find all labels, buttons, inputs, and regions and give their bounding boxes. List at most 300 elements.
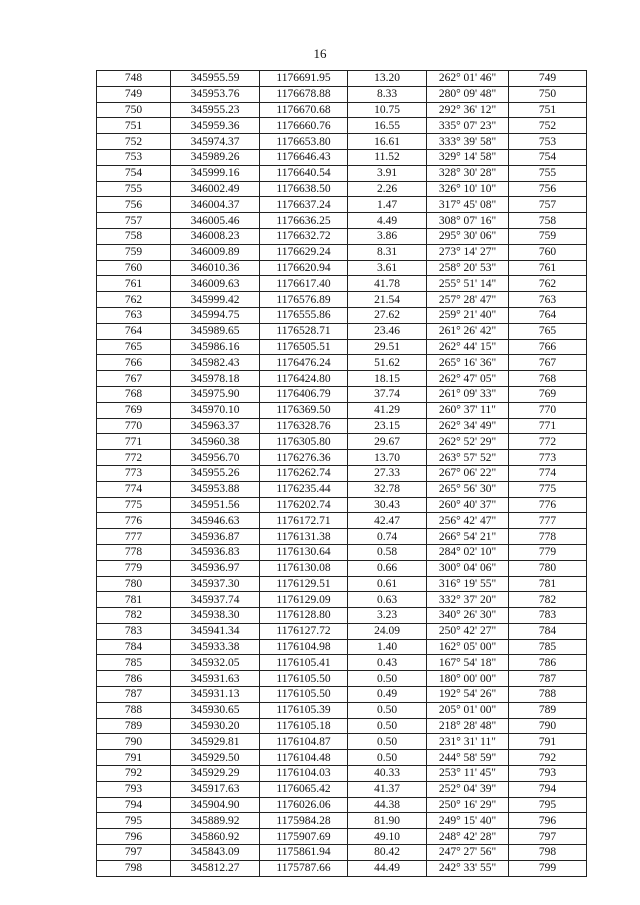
table-row <box>97 292 587 308</box>
table-row <box>97 134 587 150</box>
y-coordinate-cell: 1176576.89 <box>260 292 348 308</box>
next-point-cell: 755 <box>509 165 587 181</box>
y-coordinate-cell: 1176528.71 <box>260 323 348 339</box>
table-row <box>97 149 587 165</box>
table-row <box>97 181 587 197</box>
y-coordinate-cell: 1176131.38 <box>260 529 348 545</box>
x-coordinate-cell: 345936.83 <box>171 544 260 560</box>
bearing-cell: 180° 00' 00" <box>427 671 509 687</box>
next-point-cell: 798 <box>509 845 587 861</box>
next-point-cell: 759 <box>509 228 587 244</box>
bearing-cell: 250° 42' 27" <box>427 623 509 639</box>
distance-cell: 1.47 <box>348 197 427 213</box>
x-coordinate-cell: 345929.50 <box>171 750 260 766</box>
y-coordinate-cell: 1176065.42 <box>260 781 348 797</box>
x-coordinate-cell: 345989.26 <box>171 149 260 165</box>
next-point-cell: 785 <box>509 639 587 655</box>
bearing-cell: 332° 37' 20" <box>427 592 509 608</box>
next-point-cell: 787 <box>509 671 587 687</box>
distance-cell: 0.66 <box>348 560 427 576</box>
table-row <box>97 560 587 576</box>
next-point-cell: 753 <box>509 134 587 150</box>
distance-cell: 3.91 <box>348 165 427 181</box>
next-point-cell: 750 <box>509 86 587 102</box>
point-cell: 794 <box>97 797 171 813</box>
distance-cell: 41.29 <box>348 402 427 418</box>
distance-cell: 27.62 <box>348 307 427 323</box>
y-coordinate-cell: 1176026.06 <box>260 797 348 813</box>
x-coordinate-cell: 345963.37 <box>171 418 260 434</box>
coordinates-table-body <box>97 71 587 877</box>
next-point-cell: 766 <box>509 339 587 355</box>
bearing-cell: 333° 39' 58" <box>427 134 509 150</box>
table-row <box>97 339 587 355</box>
bearing-cell: 262° 34' 49" <box>427 418 509 434</box>
y-coordinate-cell: 1176640.54 <box>260 165 348 181</box>
distance-cell: 44.49 <box>348 860 427 876</box>
distance-cell: 0.50 <box>348 734 427 750</box>
x-coordinate-cell: 345982.43 <box>171 355 260 371</box>
distance-cell: 0.43 <box>348 655 427 671</box>
bearing-cell: 162° 05' 00" <box>427 639 509 655</box>
x-coordinate-cell: 346008.23 <box>171 228 260 244</box>
point-cell: 762 <box>97 292 171 308</box>
point-cell: 753 <box>97 149 171 165</box>
table-row <box>97 513 587 529</box>
next-point-cell: 793 <box>509 766 587 782</box>
distance-cell: 8.33 <box>348 86 427 102</box>
point-cell: 760 <box>97 260 171 276</box>
y-coordinate-cell: 1176105.18 <box>260 718 348 734</box>
table-row <box>97 323 587 339</box>
y-coordinate-cell: 1176629.24 <box>260 244 348 260</box>
bearing-cell: 192° 54' 26" <box>427 687 509 703</box>
x-coordinate-cell: 345953.88 <box>171 481 260 497</box>
distance-cell: 11.52 <box>348 149 427 165</box>
next-point-cell: 772 <box>509 434 587 450</box>
table-row <box>97 497 587 513</box>
y-coordinate-cell: 1176670.68 <box>260 102 348 118</box>
bearing-cell: 284° 02' 10" <box>427 544 509 560</box>
y-coordinate-cell: 1176406.79 <box>260 386 348 402</box>
x-coordinate-cell: 345931.13 <box>171 687 260 703</box>
x-coordinate-cell: 345936.87 <box>171 529 260 545</box>
bearing-cell: 292° 36' 12" <box>427 102 509 118</box>
distance-cell: 24.09 <box>348 623 427 639</box>
distance-cell: 16.55 <box>348 118 427 134</box>
table-row <box>97 465 587 481</box>
next-point-cell: 779 <box>509 544 587 560</box>
distance-cell: 81.90 <box>348 813 427 829</box>
y-coordinate-cell: 1176620.94 <box>260 260 348 276</box>
x-coordinate-cell: 345917.63 <box>171 781 260 797</box>
y-coordinate-cell: 1176632.72 <box>260 228 348 244</box>
x-coordinate-cell: 345936.97 <box>171 560 260 576</box>
next-point-cell: 770 <box>509 402 587 418</box>
table-row <box>97 386 587 402</box>
point-cell: 766 <box>97 355 171 371</box>
y-coordinate-cell: 1175861.94 <box>260 845 348 861</box>
next-point-cell: 761 <box>509 260 587 276</box>
bearing-cell: 257° 28' 47" <box>427 292 509 308</box>
x-coordinate-cell: 345959.36 <box>171 118 260 134</box>
point-cell: 789 <box>97 718 171 734</box>
table-row <box>97 766 587 782</box>
next-point-cell: 764 <box>509 307 587 323</box>
point-cell: 759 <box>97 244 171 260</box>
distance-cell: 23.46 <box>348 323 427 339</box>
next-point-cell: 778 <box>509 529 587 545</box>
table-row <box>97 71 587 87</box>
distance-cell: 23.15 <box>348 418 427 434</box>
table-row <box>97 418 587 434</box>
bearing-cell: 326° 10' 10" <box>427 181 509 197</box>
bearing-cell: 273° 14' 27" <box>427 244 509 260</box>
point-cell: 774 <box>97 481 171 497</box>
y-coordinate-cell: 1175787.66 <box>260 860 348 876</box>
y-coordinate-cell: 1176617.40 <box>260 276 348 292</box>
bearing-cell: 244° 58' 59" <box>427 750 509 766</box>
y-coordinate-cell: 1175984.28 <box>260 813 348 829</box>
y-coordinate-cell: 1176653.80 <box>260 134 348 150</box>
bearing-cell: 167° 54' 18" <box>427 655 509 671</box>
y-coordinate-cell: 1176636.25 <box>260 213 348 229</box>
distance-cell: 0.58 <box>348 544 427 560</box>
point-cell: 788 <box>97 702 171 718</box>
distance-cell: 0.74 <box>348 529 427 545</box>
bearing-cell: 247° 27' 56" <box>427 845 509 861</box>
table-row <box>97 702 587 718</box>
x-coordinate-cell: 345929.29 <box>171 766 260 782</box>
point-cell: 773 <box>97 465 171 481</box>
distance-cell: 27.33 <box>348 465 427 481</box>
next-point-cell: 797 <box>509 829 587 845</box>
y-coordinate-cell: 1176235.44 <box>260 481 348 497</box>
point-cell: 783 <box>97 623 171 639</box>
y-coordinate-cell: 1176129.51 <box>260 576 348 592</box>
x-coordinate-cell: 345843.09 <box>171 845 260 861</box>
point-cell: 769 <box>97 402 171 418</box>
point-cell: 761 <box>97 276 171 292</box>
bearing-cell: 262° 47' 05" <box>427 371 509 387</box>
next-point-cell: 767 <box>509 355 587 371</box>
y-coordinate-cell: 1176424.80 <box>260 371 348 387</box>
x-coordinate-cell: 345930.20 <box>171 718 260 734</box>
bearing-cell: 258° 20' 53" <box>427 260 509 276</box>
point-cell: 755 <box>97 181 171 197</box>
next-point-cell: 790 <box>509 718 587 734</box>
bearing-cell: 256° 42' 47" <box>427 513 509 529</box>
y-coordinate-cell: 1176646.43 <box>260 149 348 165</box>
table-row <box>97 529 587 545</box>
next-point-cell: 789 <box>509 702 587 718</box>
y-coordinate-cell: 1176202.74 <box>260 497 348 513</box>
point-cell: 778 <box>97 544 171 560</box>
y-coordinate-cell: 1176637.24 <box>260 197 348 213</box>
distance-cell: 18.15 <box>348 371 427 387</box>
y-coordinate-cell: 1176130.64 <box>260 544 348 560</box>
next-point-cell: 777 <box>509 513 587 529</box>
distance-cell: 41.37 <box>348 781 427 797</box>
x-coordinate-cell: 345970.10 <box>171 402 260 418</box>
point-cell: 795 <box>97 813 171 829</box>
next-point-cell: 752 <box>509 118 587 134</box>
distance-cell: 29.67 <box>348 434 427 450</box>
table-row <box>97 829 587 845</box>
x-coordinate-cell: 346002.49 <box>171 181 260 197</box>
table-row <box>97 687 587 703</box>
next-point-cell: 786 <box>509 655 587 671</box>
table-row <box>97 307 587 323</box>
bearing-cell: 335° 07' 23" <box>427 118 509 134</box>
y-coordinate-cell: 1176129.09 <box>260 592 348 608</box>
bearing-cell: 262° 01' 46" <box>427 71 509 87</box>
y-coordinate-cell: 1176127.72 <box>260 623 348 639</box>
bearing-cell: 218° 28' 48" <box>427 718 509 734</box>
distance-cell: 0.49 <box>348 687 427 703</box>
table-row <box>97 402 587 418</box>
next-point-cell: 773 <box>509 450 587 466</box>
x-coordinate-cell: 346009.63 <box>171 276 260 292</box>
distance-cell: 21.54 <box>348 292 427 308</box>
x-coordinate-cell: 345999.42 <box>171 292 260 308</box>
x-coordinate-cell: 345960.38 <box>171 434 260 450</box>
x-coordinate-cell: 345889.92 <box>171 813 260 829</box>
point-cell: 749 <box>97 86 171 102</box>
bearing-cell: 295° 30' 06" <box>427 228 509 244</box>
y-coordinate-cell: 1176678.88 <box>260 86 348 102</box>
x-coordinate-cell: 345999.16 <box>171 165 260 181</box>
point-cell: 790 <box>97 734 171 750</box>
next-point-cell: 751 <box>509 102 587 118</box>
bearing-cell: 265° 16' 36" <box>427 355 509 371</box>
y-coordinate-cell: 1176105.39 <box>260 702 348 718</box>
distance-cell: 10.75 <box>348 102 427 118</box>
x-coordinate-cell: 346005.46 <box>171 213 260 229</box>
y-coordinate-cell: 1176691.95 <box>260 71 348 87</box>
distance-cell: 0.63 <box>348 592 427 608</box>
page-number: 16 <box>313 46 327 61</box>
point-cell: 776 <box>97 513 171 529</box>
point-cell: 751 <box>97 118 171 134</box>
table-row <box>97 102 587 118</box>
point-cell: 748 <box>97 71 171 87</box>
bearing-cell: 252° 04' 39" <box>427 781 509 797</box>
y-coordinate-cell: 1175907.69 <box>260 829 348 845</box>
table-row <box>97 434 587 450</box>
next-point-cell: 792 <box>509 750 587 766</box>
y-coordinate-cell: 1176660.76 <box>260 118 348 134</box>
table-row <box>97 797 587 813</box>
table-row <box>97 623 587 639</box>
next-point-cell: 784 <box>509 623 587 639</box>
coordinates-table <box>96 70 587 877</box>
x-coordinate-cell: 345946.63 <box>171 513 260 529</box>
point-cell: 792 <box>97 766 171 782</box>
x-coordinate-cell: 346009.89 <box>171 244 260 260</box>
next-point-cell: 749 <box>509 71 587 87</box>
y-coordinate-cell: 1176555.86 <box>260 307 348 323</box>
x-coordinate-cell: 345955.59 <box>171 71 260 87</box>
point-cell: 767 <box>97 371 171 387</box>
bearing-cell: 259° 21' 40" <box>427 307 509 323</box>
table-row <box>97 118 587 134</box>
bearing-cell: 253° 11' 45" <box>427 766 509 782</box>
next-point-cell: 768 <box>509 371 587 387</box>
point-cell: 793 <box>97 781 171 797</box>
bearing-cell: 261° 09' 33" <box>427 386 509 402</box>
next-point-cell: 782 <box>509 592 587 608</box>
x-coordinate-cell: 345986.16 <box>171 339 260 355</box>
y-coordinate-cell: 1176128.80 <box>260 608 348 624</box>
bearing-cell: 261° 26' 42" <box>427 323 509 339</box>
point-cell: 763 <box>97 307 171 323</box>
table-row <box>97 592 587 608</box>
point-cell: 781 <box>97 592 171 608</box>
distance-cell: 44.38 <box>348 797 427 813</box>
table-row <box>97 228 587 244</box>
next-point-cell: 762 <box>509 276 587 292</box>
table-row <box>97 639 587 655</box>
table-row <box>97 608 587 624</box>
point-cell: 752 <box>97 134 171 150</box>
bearing-cell: 308° 07' 16" <box>427 213 509 229</box>
x-coordinate-cell: 345930.65 <box>171 702 260 718</box>
bearing-cell: 300° 04' 06" <box>427 560 509 576</box>
bearing-cell: 262° 44' 15" <box>427 339 509 355</box>
table-row <box>97 671 587 687</box>
x-coordinate-cell: 345978.18 <box>171 371 260 387</box>
y-coordinate-cell: 1176328.76 <box>260 418 348 434</box>
x-coordinate-cell: 345929.81 <box>171 734 260 750</box>
table-row <box>97 813 587 829</box>
table-row <box>97 213 587 229</box>
point-cell: 770 <box>97 418 171 434</box>
bearing-cell: 260° 40' 37" <box>427 497 509 513</box>
table-row <box>97 260 587 276</box>
y-coordinate-cell: 1176105.41 <box>260 655 348 671</box>
distance-cell: 30.43 <box>348 497 427 513</box>
distance-cell: 4.49 <box>348 213 427 229</box>
y-coordinate-cell: 1176130.08 <box>260 560 348 576</box>
next-point-cell: 795 <box>509 797 587 813</box>
y-coordinate-cell: 1176276.36 <box>260 450 348 466</box>
y-coordinate-cell: 1176638.50 <box>260 181 348 197</box>
bearing-cell: 267° 06' 22" <box>427 465 509 481</box>
point-cell: 754 <box>97 165 171 181</box>
x-coordinate-cell: 345938.30 <box>171 608 260 624</box>
point-cell: 782 <box>97 608 171 624</box>
y-coordinate-cell: 1176172.71 <box>260 513 348 529</box>
next-point-cell: 758 <box>509 213 587 229</box>
next-point-cell: 765 <box>509 323 587 339</box>
next-point-cell: 796 <box>509 813 587 829</box>
point-cell: 777 <box>97 529 171 545</box>
point-cell: 784 <box>97 639 171 655</box>
y-coordinate-cell: 1176104.98 <box>260 639 348 655</box>
point-cell: 772 <box>97 450 171 466</box>
x-coordinate-cell: 345941.34 <box>171 623 260 639</box>
next-point-cell: 781 <box>509 576 587 592</box>
table-row <box>97 845 587 861</box>
next-point-cell: 754 <box>509 149 587 165</box>
table-row <box>97 197 587 213</box>
point-cell: 756 <box>97 197 171 213</box>
x-coordinate-cell: 345931.63 <box>171 671 260 687</box>
y-coordinate-cell: 1176105.50 <box>260 671 348 687</box>
y-coordinate-cell: 1176476.24 <box>260 355 348 371</box>
next-point-cell: 799 <box>509 860 587 876</box>
distance-cell: 0.50 <box>348 671 427 687</box>
bearing-cell: 205° 01' 00" <box>427 702 509 718</box>
table-row <box>97 450 587 466</box>
y-coordinate-cell: 1176369.50 <box>260 402 348 418</box>
next-point-cell: 756 <box>509 181 587 197</box>
x-coordinate-cell: 345956.70 <box>171 450 260 466</box>
bearing-cell: 260° 37' 11" <box>427 402 509 418</box>
distance-cell: 49.10 <box>348 829 427 845</box>
next-point-cell: 794 <box>509 781 587 797</box>
point-cell: 765 <box>97 339 171 355</box>
point-cell: 750 <box>97 102 171 118</box>
distance-cell: 13.70 <box>348 450 427 466</box>
y-coordinate-cell: 1176104.87 <box>260 734 348 750</box>
x-coordinate-cell: 345975.90 <box>171 386 260 402</box>
bearing-cell: 250° 16' 29" <box>427 797 509 813</box>
bearing-cell: 329° 14' 58" <box>427 149 509 165</box>
table-row <box>97 276 587 292</box>
y-coordinate-cell: 1176104.48 <box>260 750 348 766</box>
point-cell: 757 <box>97 213 171 229</box>
point-cell: 771 <box>97 434 171 450</box>
table-row <box>97 655 587 671</box>
distance-cell: 3.86 <box>348 228 427 244</box>
y-coordinate-cell: 1176105.50 <box>260 687 348 703</box>
distance-cell: 80.42 <box>348 845 427 861</box>
point-cell: 797 <box>97 845 171 861</box>
y-coordinate-cell: 1176305.80 <box>260 434 348 450</box>
bearing-cell: 316° 19' 55" <box>427 576 509 592</box>
next-point-cell: 783 <box>509 608 587 624</box>
bearing-cell: 266° 54' 21" <box>427 529 509 545</box>
point-cell: 779 <box>97 560 171 576</box>
x-coordinate-cell: 345904.90 <box>171 797 260 813</box>
y-coordinate-cell: 1176262.74 <box>260 465 348 481</box>
distance-cell: 32.78 <box>348 481 427 497</box>
distance-cell: 51.62 <box>348 355 427 371</box>
x-coordinate-cell: 345955.26 <box>171 465 260 481</box>
table-row <box>97 544 587 560</box>
table-row <box>97 355 587 371</box>
bearing-cell: 280° 09' 48" <box>427 86 509 102</box>
table-row <box>97 244 587 260</box>
table-row <box>97 781 587 797</box>
x-coordinate-cell: 345994.75 <box>171 307 260 323</box>
x-coordinate-cell: 345953.76 <box>171 86 260 102</box>
bearing-cell: 249° 15' 40" <box>427 813 509 829</box>
next-point-cell: 760 <box>509 244 587 260</box>
bearing-cell: 242° 33' 55" <box>427 860 509 876</box>
y-coordinate-cell: 1176104.03 <box>260 766 348 782</box>
point-cell: 798 <box>97 860 171 876</box>
x-coordinate-cell: 345860.92 <box>171 829 260 845</box>
distance-cell: 1.40 <box>348 639 427 655</box>
table-row <box>97 860 587 876</box>
table-row <box>97 734 587 750</box>
table-row <box>97 371 587 387</box>
x-coordinate-cell: 346004.37 <box>171 197 260 213</box>
distance-cell: 40.33 <box>348 766 427 782</box>
